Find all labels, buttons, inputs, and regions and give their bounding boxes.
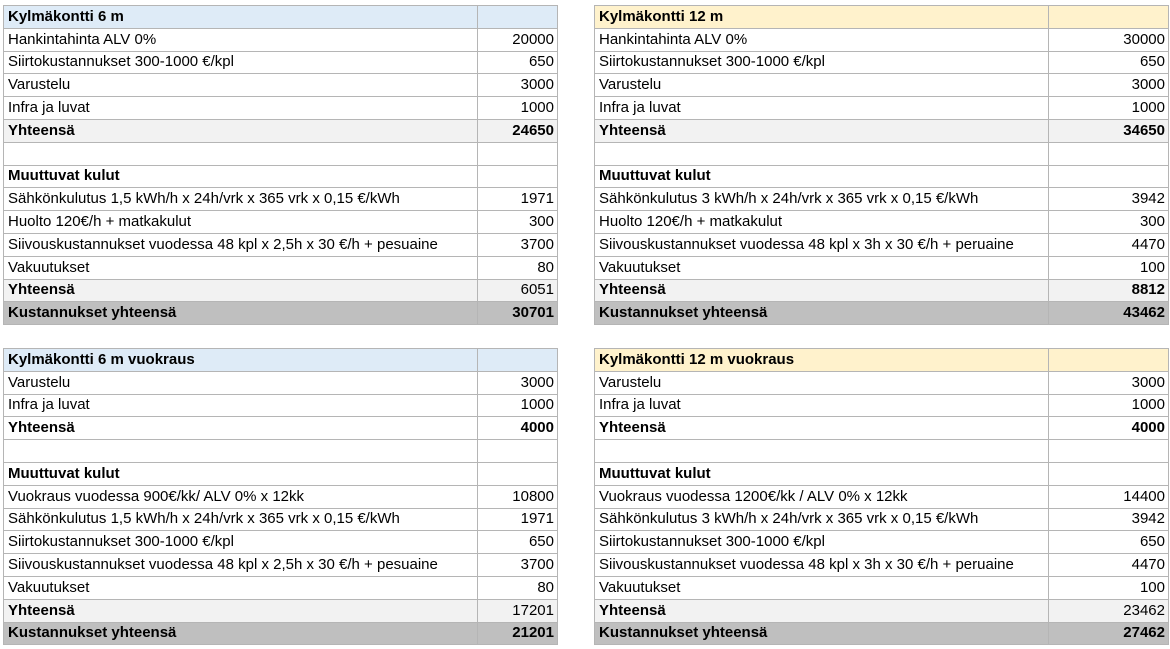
header-empty-cell <box>478 349 558 372</box>
table-title: Kylmäkontti 6 m vuokraus <box>4 349 478 372</box>
header-empty-cell <box>1049 349 1169 372</box>
section-heading: Muuttuvat kulut <box>4 165 478 188</box>
row-label: Vakuutukset <box>4 576 478 599</box>
row-value: 24650 <box>478 119 558 142</box>
row-value: 650 <box>1049 531 1169 554</box>
row-value <box>478 440 558 463</box>
row-label: Sähkönkulutus 3 kWh/h x 24h/vrk x 365 vrk x 0,15 €/kWh <box>595 508 1049 531</box>
row-label: Vuokraus vuodessa 900€/kk/ ALV 0% x 12kk <box>4 485 478 508</box>
row-label: Yhteensä <box>595 417 1049 440</box>
table-row <box>595 74 1169 97</box>
row-label: Vuokraus vuodessa 1200€/kk / ALV 0% x 12kk <box>595 485 1049 508</box>
row-label: Sähkönkulutus 3 kWh/h x 24h/vrk x 365 vrk x 0,15 €/kWh <box>595 188 1049 211</box>
row-label: Infra ja luvat <box>4 97 478 120</box>
row-label: Yhteensä <box>4 279 478 302</box>
row-label <box>4 142 478 165</box>
row-value <box>1049 462 1169 485</box>
row-value: 6051 <box>478 279 558 302</box>
row-label: Kustannukset yhteensä <box>4 302 478 325</box>
table-row <box>4 51 558 74</box>
row-label: Yhteensä <box>4 417 478 440</box>
section-heading: Muuttuvat kulut <box>595 462 1049 485</box>
row-value <box>1049 440 1169 463</box>
row-value: 30000 <box>1049 28 1169 51</box>
subtotal-row <box>595 417 1169 440</box>
subtotal-row <box>4 599 558 622</box>
table-title: Kylmäkontti 6 m <box>4 6 478 29</box>
row-value: 80 <box>478 576 558 599</box>
table-row <box>595 531 1169 554</box>
section-heading-row <box>4 462 558 485</box>
row-label: Hankintahinta ALV 0% <box>595 28 1049 51</box>
row-label: Siivouskustannukset vuodessa 48 kpl x 3h x 30 €/h + peruaine <box>595 233 1049 256</box>
row-value: 1971 <box>478 188 558 211</box>
table-row <box>4 188 558 211</box>
row-value: 1971 <box>478 508 558 531</box>
row-label: Yhteensä <box>4 599 478 622</box>
row-label: Sähkönkulutus 1,5 kWh/h x 24h/vrk x 365 vrk x 0,15 €/kWh <box>4 188 478 211</box>
table-header <box>595 6 1169 29</box>
row-value: 4470 <box>1049 233 1169 256</box>
row-label: Yhteensä <box>4 119 478 142</box>
table-row <box>4 28 558 51</box>
row-label: Siirtokustannukset 300-1000 €/kpl <box>595 531 1049 554</box>
row-label: Infra ja luvat <box>595 394 1049 417</box>
row-value: 3700 <box>478 554 558 577</box>
row-label: Varustelu <box>595 74 1049 97</box>
table-row <box>4 485 558 508</box>
row-label: Sähkönkulutus 1,5 kWh/h x 24h/vrk x 365 vrk x 0,15 €/kWh <box>4 508 478 531</box>
row-value: 3942 <box>1049 508 1169 531</box>
row-value: 3942 <box>1049 188 1169 211</box>
grand-total-row <box>595 622 1169 645</box>
table-row <box>595 394 1169 417</box>
row-label <box>4 440 478 463</box>
table-row <box>4 394 558 417</box>
row-value: 4000 <box>478 417 558 440</box>
table-row <box>4 97 558 120</box>
table-row <box>4 554 558 577</box>
row-label: Huolto 120€/h + matkakulut <box>4 211 478 234</box>
row-label: Kustannukset yhteensä <box>595 302 1049 325</box>
subtotal-row <box>595 119 1169 142</box>
table-row <box>4 233 558 256</box>
table-header <box>595 349 1169 372</box>
row-value <box>478 142 558 165</box>
row-value: 1000 <box>478 97 558 120</box>
row-label: Yhteensä <box>595 279 1049 302</box>
subtotal-row <box>4 279 558 302</box>
empty-row <box>4 142 558 165</box>
table-row <box>595 28 1169 51</box>
row-label: Siivouskustannukset vuodessa 48 kpl x 2,5h x 30 €/h + pesuaine <box>4 233 478 256</box>
row-value: 20000 <box>478 28 558 51</box>
empty-row <box>595 142 1169 165</box>
row-value: 100 <box>1049 256 1169 279</box>
table-row <box>4 508 558 531</box>
grand-total-row <box>595 302 1169 325</box>
subtotal-row <box>4 417 558 440</box>
row-value: 80 <box>478 256 558 279</box>
row-label: Varustelu <box>4 74 478 97</box>
table-row <box>4 371 558 394</box>
table-row <box>595 51 1169 74</box>
table-row <box>4 74 558 97</box>
table-row <box>595 188 1169 211</box>
row-label: Kustannukset yhteensä <box>4 622 478 645</box>
row-label: Infra ja luvat <box>595 97 1049 120</box>
row-value: 300 <box>1049 211 1169 234</box>
table-kylmakontti-6m <box>3 5 558 325</box>
row-value <box>1049 142 1169 165</box>
table-header <box>4 6 558 29</box>
row-label: Huolto 120€/h + matkakulut <box>595 211 1049 234</box>
table-row <box>595 256 1169 279</box>
row-value: 100 <box>1049 576 1169 599</box>
row-value: 1000 <box>1049 97 1169 120</box>
table-row <box>595 233 1169 256</box>
grand-total-row <box>4 622 558 645</box>
table-row <box>595 554 1169 577</box>
table-row <box>4 211 558 234</box>
table-title: Kylmäkontti 12 m <box>595 6 1049 29</box>
row-value: 14400 <box>1049 485 1169 508</box>
row-value: 650 <box>478 531 558 554</box>
row-value: 8812 <box>1049 279 1169 302</box>
table-row <box>4 576 558 599</box>
row-label: Varustelu <box>595 371 1049 394</box>
section-heading: Muuttuvat kulut <box>4 462 478 485</box>
section-heading-row <box>4 165 558 188</box>
table-header <box>4 349 558 372</box>
row-value: 650 <box>1049 51 1169 74</box>
table-kylmakontti-12m <box>594 5 1169 325</box>
row-value: 17201 <box>478 599 558 622</box>
row-value: 4470 <box>1049 554 1169 577</box>
table-row <box>595 485 1169 508</box>
row-value: 3700 <box>478 233 558 256</box>
table-row <box>595 97 1169 120</box>
table-title: Kylmäkontti 12 m vuokraus <box>595 349 1049 372</box>
row-label: Yhteensä <box>595 119 1049 142</box>
row-label: Siirtokustannukset 300-1000 €/kpl <box>595 51 1049 74</box>
row-value: 300 <box>478 211 558 234</box>
row-value: 27462 <box>1049 622 1169 645</box>
row-label: Siirtokustannukset 300-1000 €/kpl <box>4 531 478 554</box>
row-value: 650 <box>478 51 558 74</box>
row-value: 21201 <box>478 622 558 645</box>
row-value: 3000 <box>1049 371 1169 394</box>
row-label <box>595 440 1049 463</box>
row-label: Siirtokustannukset 300-1000 €/kpl <box>4 51 478 74</box>
row-value: 1000 <box>1049 394 1169 417</box>
row-label: Yhteensä <box>595 599 1049 622</box>
row-label: Siivouskustannukset vuodessa 48 kpl x 2,5h x 30 €/h + pesuaine <box>4 554 478 577</box>
row-value: 10800 <box>478 485 558 508</box>
row-value <box>478 462 558 485</box>
row-value <box>478 165 558 188</box>
table-kylmakontti-6m-vuokraus <box>3 348 558 645</box>
row-label <box>595 142 1049 165</box>
table-row <box>595 508 1169 531</box>
header-empty-cell <box>1049 6 1169 29</box>
row-label: Vakuutukset <box>595 256 1049 279</box>
row-value: 3000 <box>478 74 558 97</box>
row-label: Infra ja luvat <box>4 394 478 417</box>
row-value: 30701 <box>478 302 558 325</box>
table-row <box>595 211 1169 234</box>
row-value: 43462 <box>1049 302 1169 325</box>
section-heading: Muuttuvat kulut <box>595 165 1049 188</box>
table-row <box>595 576 1169 599</box>
empty-row <box>595 440 1169 463</box>
row-label: Kustannukset yhteensä <box>595 622 1049 645</box>
empty-row <box>4 440 558 463</box>
table-row <box>4 531 558 554</box>
section-heading-row <box>595 165 1169 188</box>
subtotal-row <box>4 119 558 142</box>
table-row <box>595 371 1169 394</box>
row-value: 4000 <box>1049 417 1169 440</box>
table-kylmakontti-12m-vuokraus <box>594 348 1169 645</box>
row-value: 23462 <box>1049 599 1169 622</box>
row-value: 34650 <box>1049 119 1169 142</box>
row-value: 1000 <box>478 394 558 417</box>
row-value <box>1049 165 1169 188</box>
header-empty-cell <box>478 6 558 29</box>
row-label: Siivouskustannukset vuodessa 48 kpl x 3h x 30 €/h + peruaine <box>595 554 1049 577</box>
table-row <box>4 256 558 279</box>
row-value: 3000 <box>1049 74 1169 97</box>
row-label: Varustelu <box>4 371 478 394</box>
row-label: Hankintahinta ALV 0% <box>4 28 478 51</box>
section-heading-row <box>595 462 1169 485</box>
row-label: Vakuutukset <box>4 256 478 279</box>
row-label: Vakuutukset <box>595 576 1049 599</box>
grand-total-row <box>4 302 558 325</box>
subtotal-row <box>595 599 1169 622</box>
subtotal-row <box>595 279 1169 302</box>
row-value: 3000 <box>478 371 558 394</box>
